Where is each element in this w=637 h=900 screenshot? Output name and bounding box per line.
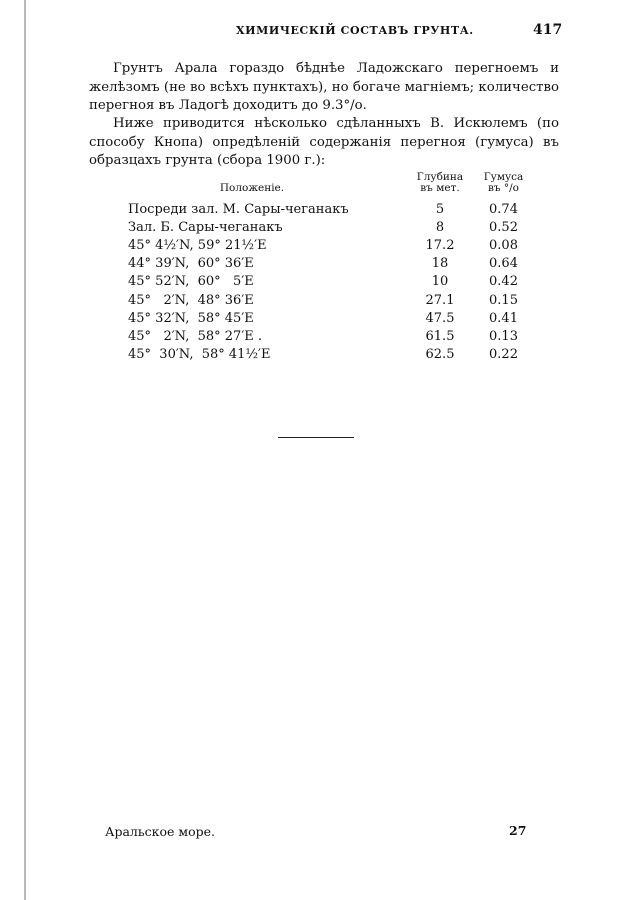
cell-humus: 0.42: [489, 274, 518, 290]
cell-depth: 62.5: [425, 347, 455, 363]
paragraph-1: Грунтъ Арала гораздо бѣднѣе Ладожскаго перегноемъ и желѣзомъ (не во всѣхъ пунктахъ), но богаче магнiемъ; количество перегноя въ Ладогѣ доходитъ до 9.3°/о.: [89, 61, 559, 113]
table-row: [128, 291, 531, 309]
cell-humus: 0.52: [489, 219, 518, 235]
table-row: [128, 309, 531, 327]
header-position: Положенiе.: [219, 182, 285, 194]
paragraph-2: Ниже приводится нѣсколько сдѣланныхъ В. Искюлемъ (по способу Кнопа) опредѣленiй содержанiя перегноя (гумуса) въ образцахъ грунта (сбора 1900 г.):: [89, 116, 559, 168]
table-row: [128, 200, 531, 218]
cell-humus: 0.64: [489, 256, 518, 272]
cell-humus: 0.15: [489, 292, 518, 308]
page-border: [24, 0, 26, 900]
footer-title: Аральское море.: [105, 824, 215, 839]
cell-position: 45° 2′N, 48° 36′E: [128, 292, 254, 308]
humus-table: [128, 172, 531, 364]
cell-depth: 18: [431, 256, 449, 272]
table-row: [128, 236, 531, 254]
cell-humus: 0.22: [489, 347, 518, 363]
table-header-row: [128, 172, 531, 200]
cell-position: 45° 52′N, 60° 5′E: [128, 274, 254, 290]
cell-depth: 17.2: [425, 237, 455, 253]
cell-humus: 0.74: [489, 201, 518, 217]
cell-depth: 27.1: [425, 292, 455, 308]
page-number: 417: [533, 22, 563, 38]
cell-position: Зал. Б. Сары-чеганакъ: [128, 219, 283, 235]
cell-position: 44° 39′N, 60° 36′E: [128, 256, 254, 272]
header-humus-line1: Гумуса: [483, 171, 524, 183]
header-humus-line2: въ °/о: [487, 182, 520, 194]
table-row: [128, 327, 531, 345]
cell-position: 45° 4½′N, 59° 21½′E: [128, 237, 267, 253]
cell-position: 45° 2′N, 58° 27′E .: [128, 328, 263, 344]
cell-depth: 8: [435, 219, 445, 235]
cell-position: 45° 30′N, 58° 41½′E: [128, 347, 271, 363]
header-depth-line2: въ мет.: [420, 182, 460, 194]
running-title: ХИМИЧЕСКIЙ СОСТАВЪ ГРУНТА.: [236, 24, 474, 37]
cell-humus: 0.08: [489, 237, 518, 253]
cell-depth: 47.5: [425, 310, 455, 326]
cell-position: 45° 32′N, 58° 45′E: [128, 310, 254, 326]
cell-humus: 0.41: [489, 310, 518, 326]
section-divider: [278, 437, 354, 438]
cell-depth: 61.5: [425, 328, 455, 344]
table-row: [128, 255, 531, 273]
cell-position: Посреди зал. М. Сары-чеганакъ: [128, 201, 349, 217]
table-row: [128, 218, 531, 236]
cell-depth: 5: [435, 201, 445, 217]
header-depth: [404, 172, 476, 200]
cell-humus: 0.13: [489, 328, 518, 344]
header-depth-line1: Глубина: [416, 171, 464, 183]
table-row: [128, 346, 531, 364]
cell-depth: 10: [431, 274, 449, 290]
signature-mark: 27: [509, 823, 527, 838]
header-humus: [476, 172, 531, 200]
table-row: [128, 273, 531, 291]
